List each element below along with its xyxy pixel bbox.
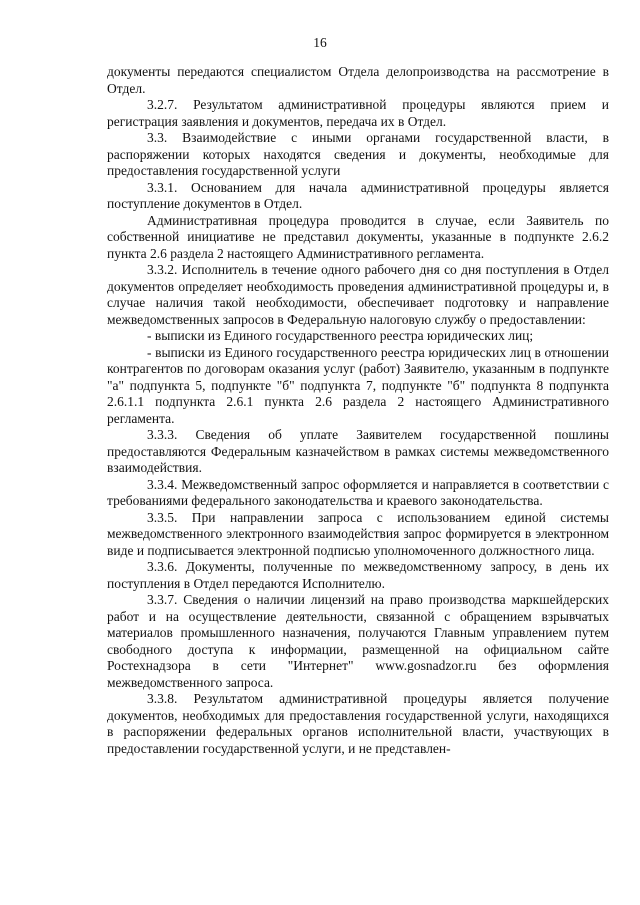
paragraph-3-3-3: 3.3.3. Сведения об уплате Заявителем государственной пошлины предоставляются Федеральным казначейством в рамках системы межведомственного взаимодействия. [107, 427, 609, 475]
paragraph-3-3-4: 3.3.4. Межведомственный запрос оформляется и направляется в соответствии с требованиями федерального законодательства и краевого законодательства. [107, 476, 609, 508]
paragraph-procedure-condition: Административная процедура проводится в случае, если Заявитель по собственной инициативе не представил документы, указанные в подпункте 2.6.2 пункта 2.6 раздела 2 настоящего Административного регламента. [107, 212, 609, 261]
list-item-egrul-contractors: - выписки из Единого государственного реестра юридических лиц в отношении контрагентов по договорам оказания услуг (работ) Заявителю, указанным в подпункте "а" подпункта 5, подпункте "б" подпункта 7, подпункте "б" подпункта 8 подпункта 2.6.1.1 подпункта 2.6.1 пункта 2.6 раздела 2 настоящего Административного регламента. [107, 344, 609, 426]
paragraph-continuation: документы передаются специалистом Отдела делопроизводства на рассмотрение в Отдел. [107, 64, 609, 96]
section-heading-3-3: 3.3. Взаимодействие с иными органами государственной власти, в распоряжении которых находятся сведения и документы, необходимые для предоставления государственной услуги [107, 130, 609, 178]
page-number: 16 [313, 35, 327, 50]
paragraph-3-3-6: 3.3.6. Документы, полученные по межведомственному запросу, в день их поступления в Отдел передаются Исполнителю. [107, 559, 609, 591]
paragraph-3-3-7: 3.3.7. Сведения о наличии лицензий на право производства маркшейдерских работ и на осуществление деятельности, связанной с обращением взрывчатых материалов промышленного назначения, получаются Главным управлением путем свободного доступа к информации, размещенной на официальном сайте Ростехнадзора в сети "Интернет" www.gosnadzor.ru без оформления межведомственного запроса. [107, 592, 609, 690]
paragraph-3-3-2: 3.3.2. Исполнитель в течение одного рабочего дня со дня поступления в Отдел документов определяет необходимость проведения административной процедуры и, в случае наличия такой необходимости, обеспечивает подготовку и направление межведомственных запросов в Федеральную налоговую службу о предоставлении: [107, 262, 609, 327]
paragraph-3-3-5: 3.3.5. При направлении запроса с использованием единой системы межведомственного электронного взаимодействия запрос формируется в электронном виде и подписывается электронной подписью уполномоченного должностного лица. [107, 509, 609, 558]
paragraph-3-3-1: 3.3.1. Основанием для начала административной процедуры является поступление документов в Отдел. [107, 179, 609, 211]
list-item-egrul-extract: - выписки из Единого государственного реестра юридических лиц; [147, 328, 534, 343]
paragraph-3-3-8: 3.3.8. Результатом административной процедуры является получение документов, необходимых для предоставления государственной услуги, находящихся в распоряжении федеральных органов исполнительной власти, участвующих в предоставлении государственной услуги, и не представлен- [107, 691, 609, 756]
paragraph-3-2-7: 3.2.7. Результатом административной процедуры являются прием и регистрация заявления и документов, передача их в Отдел. [107, 97, 609, 129]
document-body [107, 64, 609, 757]
